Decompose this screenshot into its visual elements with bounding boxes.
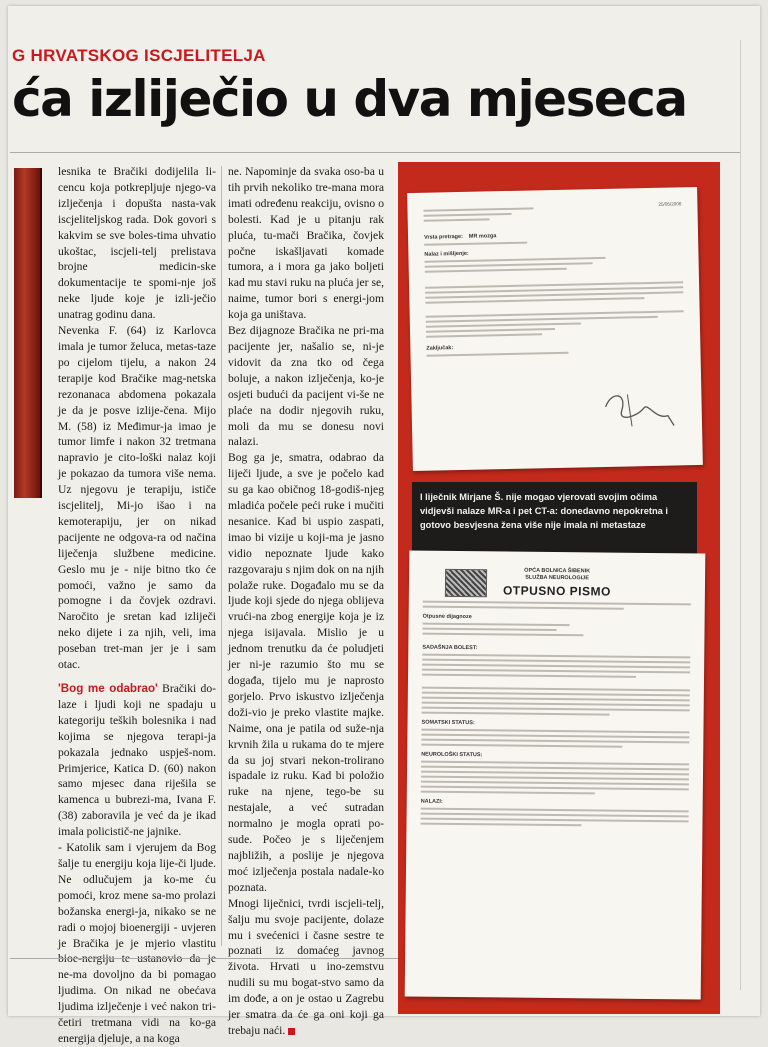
conclusion-label: Zaključak: <box>426 345 454 352</box>
column-divider <box>221 166 222 946</box>
paragraph-text: Mnogi liječnici, tvrdi iscjeli-telj, šalju mu svoje pacijente, dolaze mu i svećenici i časne sestre te poznati iz domaćeg javnog života. Hrvati u ino-zemstvu nudili su mu bogat-stvo samo da im dođe, a on je ostao u Zagrebu jer smatra da će ga oni koji ga trebaju naći. <box>228 896 384 1037</box>
article-column-1 <box>58 164 216 1047</box>
page-edge-rule <box>740 40 741 990</box>
exam-type-label: Vrsta pretrage: <box>423 233 463 241</box>
paragraph: - Katolik sam i vjerujem da Bog šalje tu energiju koja lije-či ljude. Ne odlučujem ja ko-me ću pomoći, kroz mene sa-mo prolazi božanska energi-ja, nikako se ne radi o mojoj bioenergiji - uvjeren je Bračika je je mjerio vlastitu ne-ma dovoljno da bi pomagao ljudima. On nikad ne obećava ljudima izlječenje i već nakon tri-četiri tretmana vidi na ko-ga energija djeluje, a na koga <box>58 841 216 1045</box>
mri-report-document <box>407 187 703 471</box>
anamnesis-label: SADAŠNJA BOLEST: <box>422 644 478 652</box>
headline-rule <box>10 152 740 153</box>
article-kicker: G HRVATSKOG ISCJELITELJA <box>12 46 266 65</box>
paragraph: ne. Napominje da svaka oso-ba u tih prvih nekoliko tre-mana mora imati određenu reakciju, ovisno o bolesti. Kad je u pitanju rak pluća, tu-mači Bračika, čovjek počne iskašljavati komade tumora, a i mora ga jako boljeti kad mu stavi ruku na pluća jer se, naime, tumor bori s energi-jom koja ga uništava. <box>228 165 384 322</box>
hospital-name: OPĆA BOLNICA ŠIBENIK <box>524 567 591 575</box>
signature-scribble <box>597 385 678 433</box>
article-column-2 <box>228 164 384 1039</box>
paragraph: Nevenka F. (64) iz Karlovca imala je tumor želuca, metas-taze po cijelom tijelu, a nakon 24 terapije kod Bračike mag-netska rezonanaca abdomena pokazala je da je posve izlije-čena. Mijo M. (58) iz Međimur-ja imao je tumor limfe i nakon 32 tretmana napravio je cito-loški nalaz koji je pokazao da tumora više nema. Uz njegovu je terapiju, ističe iscjelitelj, Mi-jo išao i na kemoterapiju, jer on nikad pacijente ne odgova-ra od načina liječenja službene medicine. Geslo mu je - nije bitno tko će pomoći, važno je samo da pomogne i da čovjek ozdravi. Naročito je sretan kad izliječi neko dijete i za njih, veli, ima poseban tret-man jer je i sam otac. <box>58 324 216 672</box>
discharge-letter-document <box>405 550 706 999</box>
column-subhead: 'Bog me odabrao' <box>58 682 158 695</box>
diagnoses-label: Otpusne dijagnoze <box>422 613 472 621</box>
paragraph: Bog ga je, smatra, odabrao da liječi ljude, a sve je počelo kad su ga kao običnog 18-godiš-njeg mladića počele peći ruke i mučiti nesanice. Kad bi uspio zaspati, imao bi vizije u koji-ma je jasno vidio nepoznate ljude kako razgovaraju s njim dok on na njih polaže ruke. Događalo mu se da ljude koji sjede do njega oblijeva vrući-na zbog energije koja je iz njega isijavala. Mislio je u jednom trenutku da će poludjeti jer ni-je razumio što mu se događa, tijelo mu je naprosto gorjelo. Prvo iskustvo izlječenja doži-vio je preko vlastite majke. Naime, ona je patila od suže-nja krvnih žila u rukama do te mjere da su joj stvari nekon-trolirano ispadale iz ruku. Kad bi položio ruke na njene, tego-be su nestajale, a već sutradan normalno je mogla oprati po-sude. Počeo je s liječenjem najbližih, a poslije je njegova moć izlječenja postala nadale-ko poznata. <box>228 451 384 894</box>
findings-label: Nalaz i mišljenje: <box>424 250 469 258</box>
paragraph: lesnika te Bračiki dodijelila li-cencu koja potkrepljuje njego-va izlječenja i dopušta nasta-vak iscjeliteljskog rada. Dok govori s kakvim se sve boles-tima uhvatio ukoštac, iscjeli-telj prelistava brojne medicin-ske dokumentacije te spomi-nje još neke ljude koje je izli-ječio unatrag godinu dana. <box>58 165 216 322</box>
somatic-status-label: SOMATSKI STATUS: <box>421 719 475 727</box>
article-headline: ća izliječio u dva mjeseca <box>12 70 687 128</box>
paragraph-text: Bračiki do-laze i ljudi koji ne spadaju u kategoriju teških bolesnika i nad kojima se njegova terapi-ja pokazala jednako uspješ-nom. Primjerice, Katica D. (60) nakon samo mjesec dana riješila se kamenca u bubrezi-ma, Ivana F. (38) zaboravila je već da je ikad imala policistič-ne jajnike. <box>58 682 216 839</box>
paragraph <box>58 681 216 840</box>
end-of-article-square <box>288 1028 295 1035</box>
neuro-status-label: NEUROLOŠKI STATUS: <box>421 751 483 759</box>
findings-label: NALAZI: <box>420 798 443 805</box>
cropped-photo <box>14 168 42 498</box>
exam-type-value: MR mozga <box>468 233 497 240</box>
paragraph: Bez dijagnoze Bračika ne pri-ma pacijente jer, našalio se, ni-je vidovit da zna tko od čega boluje, a nakon izlječenja, ko-je osjeti budući da pacijent vi-še ne plaće na dodir njegovih ruku, moli da mu se donesu novi nalazi. <box>228 324 384 449</box>
hospital-department: SLUŽBA NEUROLOGIJE <box>525 574 589 582</box>
report-date: 25/05/2006 <box>658 201 682 207</box>
paragraph <box>228 896 384 1039</box>
document-title: OTPUSNO PISMO <box>502 583 611 599</box>
photo-caption: I liječnik Mirjane Š. nije mogao vjerovati svojim očima vidjevši nalaze MR-a i pet CT-a: donedavno nepokretna i gotovo besvjesna žena više nije imala ni metastaze <box>412 482 697 562</box>
hospital-logo <box>445 569 487 597</box>
footer-rule <box>10 958 400 959</box>
